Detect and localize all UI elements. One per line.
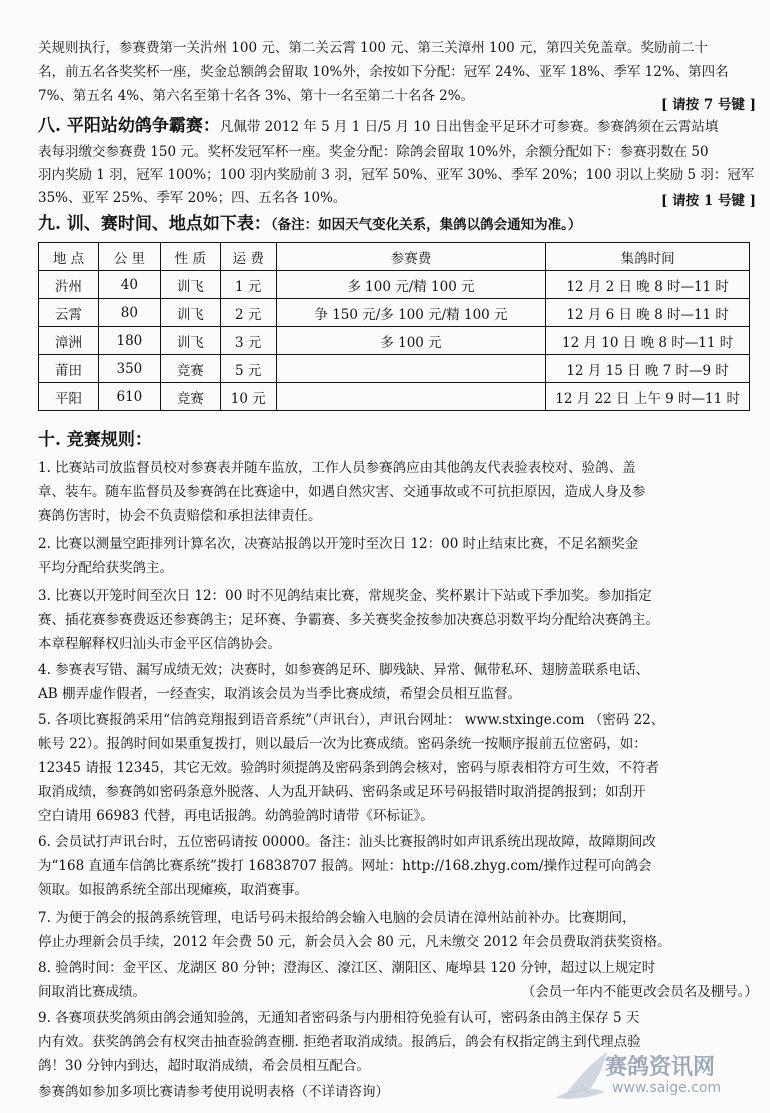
table-cell: 350: [98, 355, 160, 383]
rule-6-line: 领取。如报鸽系统全部出现瘫痪，取消赛事。: [38, 882, 308, 898]
section-8-line: 表每羽缴交参赛费 150 元。奖杯发冠军杯一座。奖金分配：除鸽会留取 10%外，余额分配如下：参赛羽数在 50: [38, 144, 709, 160]
rule-9-line: 鸽！30 分钟内到达，超时取消成绩，希会员相互配合。: [38, 1058, 370, 1074]
rule-2-line: 平均分配给获奖鸽主。: [38, 560, 173, 576]
table-cell: [276, 383, 546, 411]
header-cell: 集鸽时间: [546, 243, 750, 271]
rule-2-line: 2. 比赛以测量空距排列计算名次，决赛站报鸽以开笼时至次日 12：00 时止结束比赛，不足名额奖金: [38, 536, 639, 552]
table-cell: 训飞: [160, 327, 220, 355]
watermark-text: 赛鸽资讯网: [605, 1055, 716, 1080]
header-cell: 运 费: [220, 243, 276, 271]
rule-5-line: 12345 请报 12345，其它无效。验鸽时须提鸽及密码条到鸽会核对，密码与原表相符方可生效，不符者: [38, 760, 659, 776]
table-cell: 40: [98, 271, 160, 299]
key-note: [ 请按 7 号键 ]: [661, 97, 756, 113]
header-cell: 公 里: [98, 243, 160, 271]
section-8-line: 羽内奖励 1 羽，冠军 100%；100 羽内奖励前 3 羽，冠军 50%、亚军 30%、季军 20%；100 羽以上奖励 5 羽：冠军: [38, 167, 755, 183]
table-row: [39, 355, 750, 383]
header-cell: 地 点: [39, 243, 99, 271]
table-cell: 多 100 元/精 100 元: [276, 271, 546, 299]
rule-4-line: 4. 参赛表写错、漏写成绩无效；决赛时，如参赛鸽足环、脚残缺、异常、佩带私环、翅膀盖联系电话、: [38, 662, 650, 678]
table-cell: 多 100 元: [276, 327, 546, 355]
table-cell: 沜州: [39, 271, 99, 299]
table-cell: 平阳: [39, 383, 99, 411]
table-cell: [276, 355, 546, 383]
rule-3-line: 3. 比赛以开笼时间至次日 12：00 时不见鸽结束比赛，常规奖金、奖杯累计下站或下季加奖。参加指定: [38, 588, 652, 604]
rules-line: 关规则执行，参赛费第一关沜州 100 元、第二关云霄 100 元、第三关漳州 100 元，第四关免盖章。奖励前二十: [38, 40, 709, 56]
rule-1-line: 赛鸽伤害时，协会不负责赔偿和承担法律责任。: [38, 508, 322, 524]
table-row: [39, 383, 750, 411]
table-cell: 训飞: [160, 299, 220, 327]
table-cell: 610: [98, 383, 160, 411]
table-cell: 12 月 6 日 晚 8 时—11 时: [546, 299, 750, 327]
table-cell: 争 150 元/多 100 元/精 100 元: [276, 299, 546, 327]
rule-7-line: 7. 为便于鸽会的报鸽系统管理，电话号码未报给鸽会输入电脑的会员请在漳州站前补办。比赛期间，: [38, 910, 636, 926]
rule-4-line: AB 棚弄虚作假者，一经查实，取消该会员为当季比赛成绩，希望会员相互监督。: [38, 686, 521, 702]
table-cell: 10 元: [220, 383, 276, 411]
section-8-text: 凡佩带 2012 年 5 月 1 日/5 月 10 日出售金平足环才可参赛。参赛鸽须在云霄站填: [219, 119, 719, 135]
rule-9-line: 内有效。获奖鸽鸽会有权突击抽查验鸽查棚. 拒绝者取消成绩。报鸽后，鸽会有权指定鸽主到代理点验: [38, 1034, 641, 1050]
section-9-title: 九. 训、赛时间、地点如下表：: [38, 214, 271, 234]
closing-note: 参赛鸽如参加多项比赛请参考使用说明表格（不详请咨询）: [38, 1084, 389, 1100]
table-cell: 180: [98, 327, 160, 355]
table-row: [39, 327, 750, 355]
rule-5-line: 5. 各项比赛报鸽采用“信鸽竞翔报到语音系统”（声讯台），声讯台网址： www.stxinge.com （密码 22、: [38, 712, 665, 728]
schedule-table: [38, 242, 750, 411]
table-cell: 1 元: [220, 271, 276, 299]
table-cell: 80: [98, 299, 160, 327]
watermark-url: www.saige.com: [612, 1080, 722, 1096]
table-cell: 5 元: [220, 355, 276, 383]
table-cell: 云霄: [39, 299, 99, 327]
section-8-title: 八. 平阳站幼鸽争霸赛：: [38, 116, 220, 136]
rule-3-line: 本章程解释权归汕头市金平区信鸽协会。: [38, 636, 281, 652]
rule-8-line: 8. 验鸽时间：金平区、龙湖区 80 分钟；澄海区、濠江区、潮阳区、庵埠县 120 分钟，超过以上规定时: [38, 960, 656, 976]
section-8-line: 35%、亚军 25%、季军 20%；四、五名各 10%。: [38, 190, 347, 206]
header-cell: 参赛费: [276, 243, 546, 271]
table-cell: 3 元: [220, 327, 276, 355]
section-9-note: （备注：如因天气变化关系，集鸽以鸽会通知为准。）: [270, 217, 582, 233]
table-cell: 12 月 10 日 晚 8 时—11 时: [546, 327, 750, 355]
rule-8-line: 间取消比赛成绩。: [38, 984, 146, 1000]
table-cell: 莆田: [39, 355, 99, 383]
table-cell: 12 月 2 日 晚 8 时—11 时: [546, 271, 750, 299]
table-cell: 12 月 15 日 晚 7 时—9 时: [546, 355, 750, 383]
table-cell: 漳洲: [39, 327, 99, 355]
rule-3-line: 赛、插花赛参赛费返还参赛鸽主；足环赛、争霸赛、多关赛奖金按参加决赛总羽数平均分配给决赛鸽主。: [38, 612, 659, 628]
table-row: [39, 271, 750, 299]
table-header-row: [39, 243, 750, 271]
table-cell: 训飞: [160, 271, 220, 299]
section-10-title: 十. 竞赛规则：: [38, 430, 152, 450]
rule-5-line: 取消成绩，参赛鸽如密码条意外脱落、人为乱开缺码、密码条或足环号码报错时取消提鸽报到；如刮开: [38, 784, 646, 800]
rule-5-line: 帐号 22）。报鸽时间如果重复拨打，则以最后一次为比赛成绩。密码条统一按顺序报前五位密码，如：: [38, 736, 647, 752]
table-cell: 2 元: [220, 299, 276, 327]
rules-line: 7%、第五名 4%、第六名至第十名各 3%、第十一名至第二十名各 2%。: [38, 88, 475, 104]
rule-1-line: 章、装车。随车监督员及参赛鸽在比赛途中，如遇自然灾害、交通事故或不可抗拒原因，造成人身及参: [38, 484, 646, 500]
table-cell: 竞赛: [160, 383, 220, 411]
rule-1-line: 1. 比赛站司放监督员校对参赛表并随车监放，工作人员参赛鸽应由其他鸽友代表验表校对、验鸽、盖: [38, 460, 636, 476]
table-cell: 12 月 22 日 上午 9 时—11 时: [546, 383, 750, 411]
rule-6-line: 6. 会员试打声讯台时，五位密码请按 00000。备注：汕头比赛报鸽时如声讯系统出现故障，故障期间改: [38, 834, 656, 850]
rule-6-line: 为“168 直通车信鸽比赛系统”拨打 16838707 报鸽。网址：http://168.zhyg.com/操作过程可向鸽会: [38, 858, 652, 874]
rule-5-line: 空白请用 66983 代替，再电话报鸽。幼鸽验鸽时请带《环标证》。: [38, 808, 434, 824]
rule-9-line: 9. 各赛项获奖鸽须由鸽会通知验鸽，无通知者密码条与内册相符免验有认可，密码条由鸽主保存 5 天: [38, 1010, 640, 1026]
rule-8-note: （会员一年内不能更改会员名及棚号。）: [521, 984, 758, 1000]
table-cell: 竞赛: [160, 355, 220, 383]
rule-7-line: 停止办理新会员手续，2012 年会费 50 元，新会员入会 80 元，凡未缴交 2012 年会员费取消获奖资格。: [38, 934, 671, 950]
table-row: [39, 299, 750, 327]
rules-line: 名，前五名各奖奖杯一座，奖金总额鸽会留取 10%外，余按如下分配：冠军 24%、亚军 18%、季军 12%、第四名: [38, 64, 729, 80]
key-note: [ 请按 1 号键 ]: [661, 193, 756, 209]
header-cell: 性 质: [160, 243, 220, 271]
